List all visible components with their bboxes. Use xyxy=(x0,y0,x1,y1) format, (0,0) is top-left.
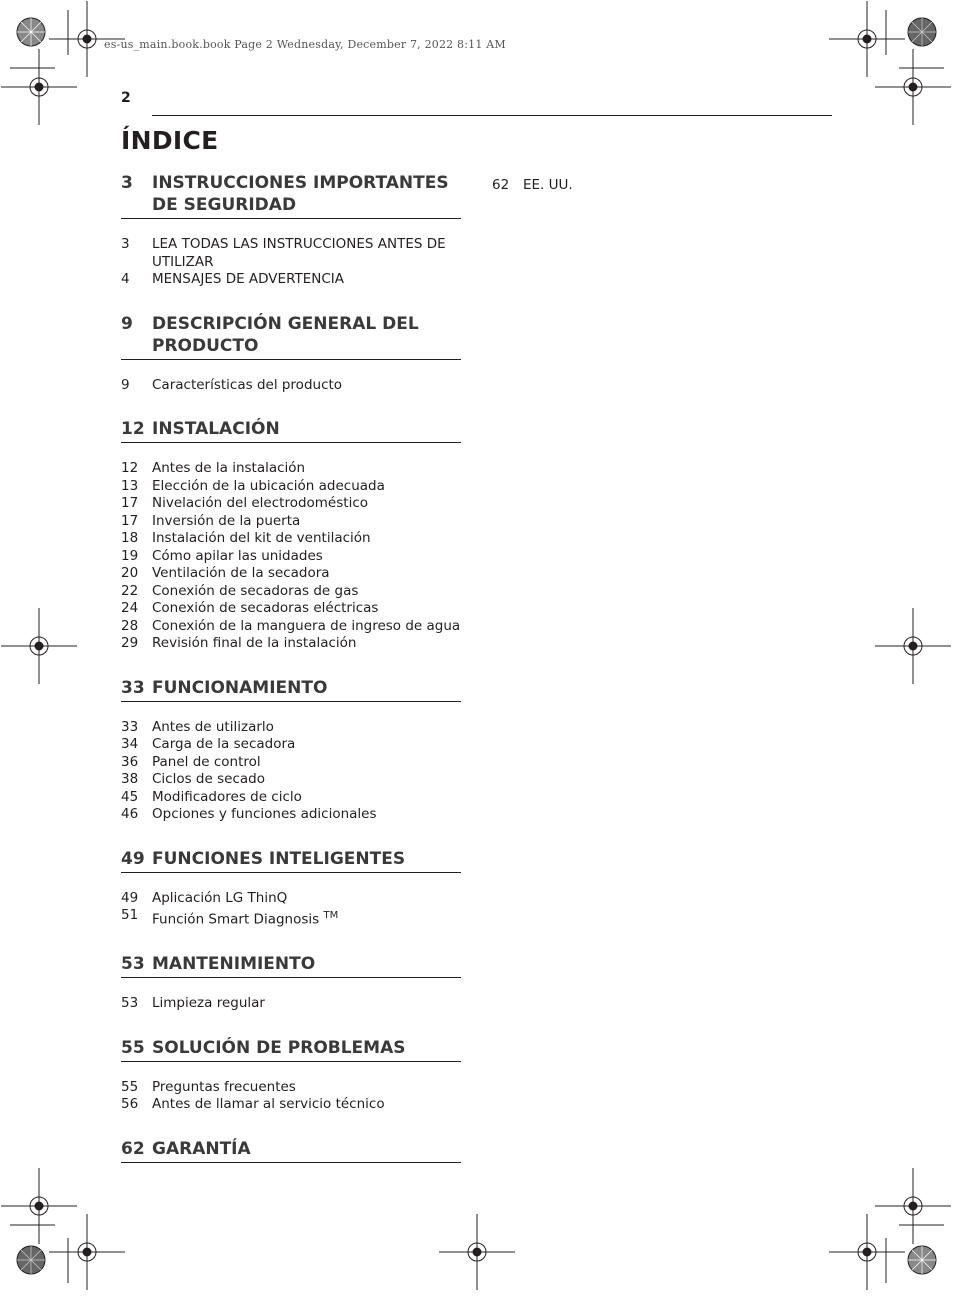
entry-page-number: 45 xyxy=(121,788,139,805)
entry-page-number: 9 xyxy=(121,376,130,393)
trademark-mark: TM xyxy=(323,910,339,921)
entry-title-text: Ventilación de la secadora xyxy=(152,565,330,581)
registration-target-icon xyxy=(875,608,951,684)
entry-title-text: Elección de la ubicación adecuada xyxy=(152,477,385,494)
entry-page-number: 3 xyxy=(121,236,130,252)
entry-page-number: 12 xyxy=(121,460,139,476)
section-page-number: 33 xyxy=(121,677,145,698)
entry-page-number: 29 xyxy=(121,635,139,651)
entry-title-text: Inversión de la puerta xyxy=(152,512,301,529)
entry-title-text: Preguntas frecuentes xyxy=(152,1078,296,1095)
entry-title-text: Limpieza regular xyxy=(152,995,265,1011)
entry-page-number: 4 xyxy=(121,271,130,287)
section-page-number: 49 xyxy=(121,848,145,869)
entry-page-number: 24 xyxy=(121,600,139,616)
entry-page-number: 20 xyxy=(121,565,139,581)
entry-title-text: Panel de control xyxy=(152,753,261,770)
entry-title-text: Nivelación del electrodoméstico xyxy=(152,495,368,511)
entry-title-text: LEA TODAS LAS INSTRUCCIONES ANTES DE UTILIZAR xyxy=(152,236,446,270)
entry-title-text: Revisión final de la instalación xyxy=(152,635,357,651)
entry-title-text: Conexión de secadoras de gas xyxy=(152,582,359,599)
entry-title-text: Antes de llamar al servicio técnico xyxy=(152,1096,385,1112)
section-page-number: 9 xyxy=(121,313,133,334)
entry-page-number: 62 xyxy=(492,177,510,193)
section-title: FUNCIONAMIENTO xyxy=(152,677,328,698)
section-title: SOLUCIÓN DE PROBLEMAS xyxy=(152,1037,406,1058)
page-title: ÍNDICE xyxy=(121,126,219,155)
entry-page-number: 38 xyxy=(121,771,139,787)
entry-page-number: 53 xyxy=(121,995,139,1011)
entry-page-number: 55 xyxy=(121,1078,139,1095)
registration-target-icon xyxy=(1,608,77,684)
star-target-icon xyxy=(884,1222,954,1298)
entry-title: EE. UU. xyxy=(523,177,573,193)
star-target-icon xyxy=(884,0,954,70)
entry-page-number: 46 xyxy=(121,806,139,822)
section-title: DESCRIPCIÓN GENERAL DEL PRODUCTO xyxy=(152,313,419,356)
section-title: FUNCIONES INTELIGENTES xyxy=(152,848,406,869)
section-page-number: 55 xyxy=(121,1037,145,1058)
section-page-number: 53 xyxy=(121,954,145,974)
entry-title-text: Ciclos de secado xyxy=(152,771,265,787)
entry-page-number: 56 xyxy=(121,1096,139,1112)
entry-page-number: 13 xyxy=(121,477,139,494)
section-title: INSTRUCCIONES IMPORTANTES DE SEGURIDAD xyxy=(152,173,449,215)
entry-title-text: Instalación del kit de ventilación xyxy=(152,530,371,546)
star-target-icon xyxy=(0,1222,69,1298)
entry-page-number: 33 xyxy=(121,718,139,735)
page-number: 2 xyxy=(121,90,131,106)
entry-title-text: Función Smart Diagnosis xyxy=(152,911,324,928)
entry-page-number: 17 xyxy=(121,495,139,511)
section-page-number: 62 xyxy=(121,1138,145,1159)
entry-title-text: Antes de la instalación xyxy=(152,460,306,476)
entry-page-number: 18 xyxy=(121,530,139,546)
entry-page-number: 36 xyxy=(121,753,139,770)
entry-page-number: 28 xyxy=(121,617,139,634)
section-page-number: 3 xyxy=(121,173,133,193)
entry-title-text: Carga de la secadora xyxy=(152,736,296,752)
section-title: MANTENIMIENTO xyxy=(152,954,316,974)
star-target-icon xyxy=(0,0,69,70)
entry-title-text: Modificadores de ciclo xyxy=(152,788,302,805)
entry-title-text: Conexión de la manguera de ingreso de agua xyxy=(152,617,461,634)
registration-target-icon xyxy=(439,1214,515,1290)
entry-page-number: 34 xyxy=(121,736,139,752)
entry-page-number: 51 xyxy=(121,907,139,923)
entry-title-text: MENSAJES DE ADVERTENCIA xyxy=(152,271,344,287)
entry-title-text: Conexión de secadoras eléctricas xyxy=(152,600,379,616)
entry-page-number: 19 xyxy=(121,547,139,564)
entry-title-text: Aplicación LG ThinQ xyxy=(152,889,288,906)
section-page-number: 12 xyxy=(121,419,145,439)
entry-page-number: 22 xyxy=(121,582,139,599)
entry-title-text: Cómo apilar las unidades xyxy=(152,547,323,564)
entry-page-number: 17 xyxy=(121,512,139,529)
section-title: GARANTÍA xyxy=(152,1138,251,1159)
file-header: es-us_main.book.book Page 2 Wednesday, December 7, 2022 8:11 AM xyxy=(104,38,506,51)
entry-title-text: Antes de utilizarlo xyxy=(152,718,274,735)
section-title: INSTALACIÓN xyxy=(152,419,280,439)
entry-page-number: 49 xyxy=(121,889,139,906)
entry-title-text: Opciones y funciones adicionales xyxy=(152,806,377,822)
entry-title-text: Características del producto xyxy=(152,376,343,393)
